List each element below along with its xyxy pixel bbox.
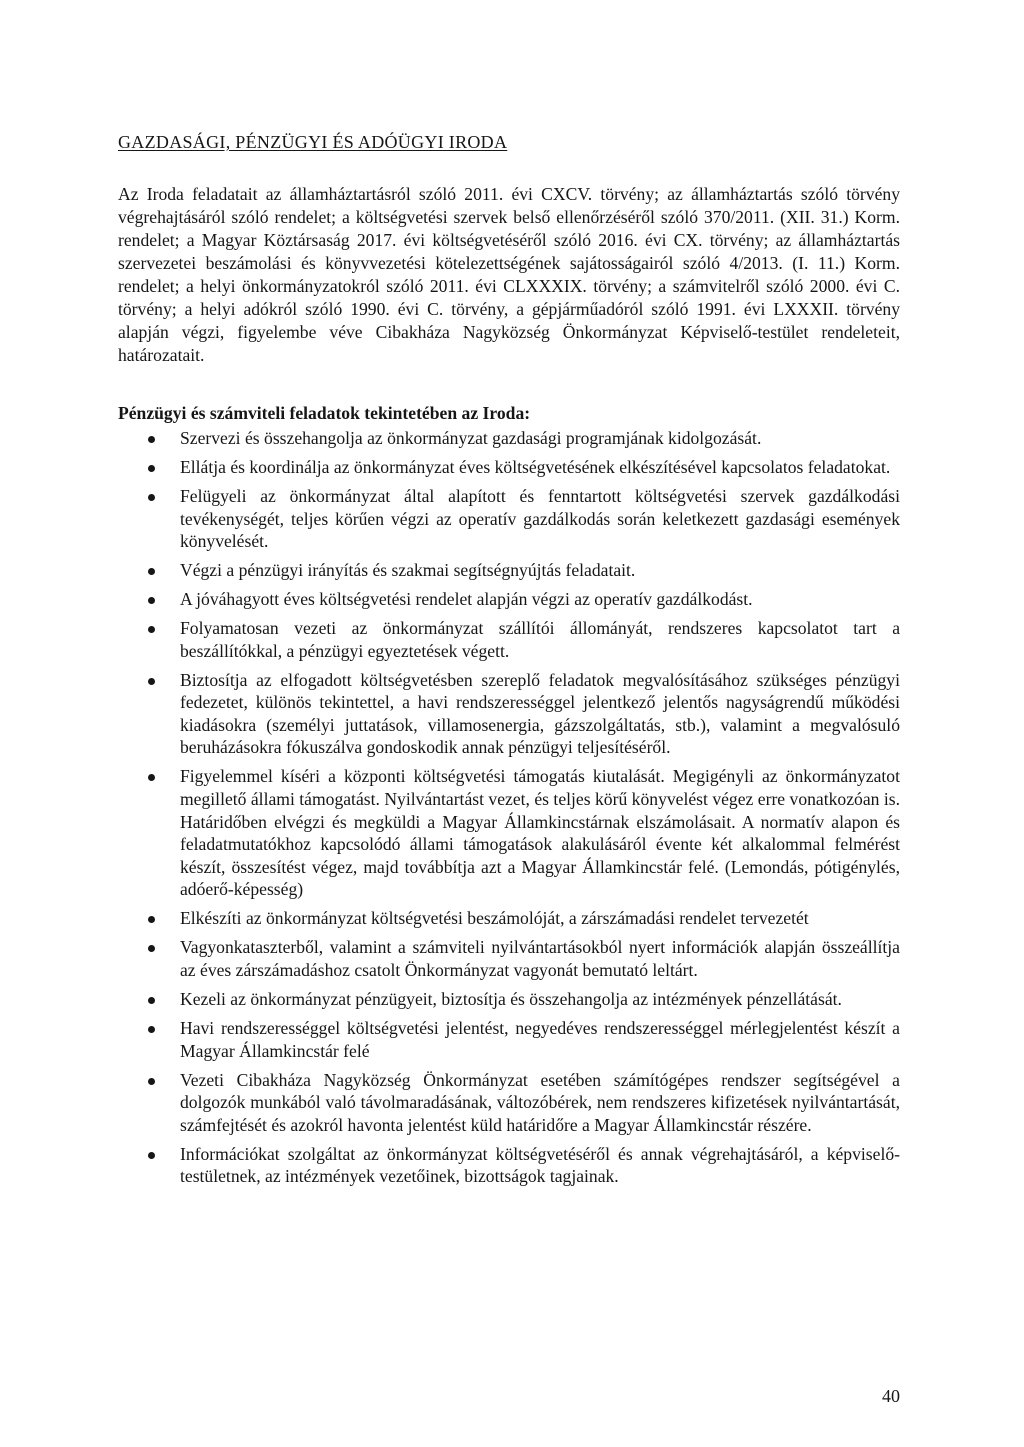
- bullet-icon: [148, 1026, 155, 1033]
- list-item: [118, 1017, 900, 1062]
- list-item-text: Havi rendszerességgel költségvetési jelentést, negyedéves rendszerességgel mérlegjelentést készít a Magyar Államkincstár felé: [180, 1017, 900, 1061]
- list-item-text: Biztosítja az elfogadott költségvetésben szereplő feladatok megvalósításához szükséges pénzügyi fedezetet, különös tekintettel, a havi rendszerességgel jelentkező jelentős nagyságrendű működési kiadásokra (személyi juttatások, villamosenergia, gázszolgáltatás, stb.), valamint a megvalósuló beruházásokra fókuszálva gondoskodik annak pénzügyi teljesítéséről.: [180, 669, 900, 758]
- list-item: [118, 1143, 900, 1188]
- bullet-icon: [148, 774, 155, 781]
- bullet-icon: [148, 436, 155, 443]
- list-item: [118, 617, 900, 662]
- list-item: [118, 907, 900, 930]
- bullet-icon: [148, 597, 155, 604]
- bullet-icon: [148, 945, 155, 952]
- list-item: [118, 669, 900, 759]
- list-item: [118, 1069, 900, 1137]
- list-item-text: Vagyonkataszterből, valamint a számviteli nyilvántartásokból nyert információk alapján összeállítja az éves zárszámadáshoz csatolt Önkormányzat vagyonát bemutató leltárt.: [180, 937, 900, 980]
- bullet-icon: [148, 494, 155, 501]
- list-item-text: Szervezi és összehangolja az önkormányzat gazdasági programjának kidolgozását.: [180, 428, 762, 448]
- bullet-icon: [148, 465, 155, 472]
- list-item-text: Kezeli az önkormányzat pénzügyeit, biztosítja és összehangolja az intézmények pénzellátását.: [180, 988, 842, 1009]
- bullet-icon: [148, 916, 155, 923]
- intro-paragraph: Az Iroda feladatait az államháztartásról szóló 2011. évi CXCV. törvény; az államháztartás szóló törvény végrehajtásáról szóló rendelet; a költségvetési szervek belső ellenőrzéséről szóló 370/2011. (XII. 31.) Korm. rendelet; a Magyar Köztársaság 2017. évi költségvetéséről szóló 2016. évi CX. törvény; az államháztartás szervezetei beszámolási és könyvvezetési kötelezettségének sajátosságairól szóló 4/2013. (I. 11.) Korm. rendelet; a helyi önkormányzatokról szóló 2011. évi CLXXXIX. törvény; a számvitelről szóló 2000. évi C. törvény; a helyi adókról szóló 1990. évi C. törvény, a gépjárműadóról szóló 1991. évi LXXXII. törvény alapján végzi, figyelembe véve Cibakháza Nagyközség Önkormányzat Képviselő-testület rendeleteit, határozatait.: [118, 184, 900, 365]
- list-item: [118, 427, 900, 450]
- bullet-icon: [148, 678, 155, 685]
- list-item-text: Végzi a pénzügyi irányítás és szakmai segítségnyújtás feladatait.: [180, 560, 636, 581]
- page-number: 40: [882, 1386, 900, 1406]
- task-list: [118, 427, 900, 1188]
- bullet-icon: [148, 1078, 155, 1085]
- bullet-icon: [148, 997, 155, 1004]
- list-item-text: Felügyeli az önkormányzat által alapított és fenntartott költségvetési szervek gazdálkodási tevékenységét, teljes körűen végzi az operatív gazdálkodás során keletkezett gazdasági események könyvelését.: [180, 485, 900, 552]
- list-item: [118, 559, 900, 582]
- list-item-text: Folyamatosan vezeti az önkormányzat szállítói állományát, rendszeres kapcsolatot tart a beszállítókkal, a pénzügyi egyeztetések végett.: [180, 618, 900, 661]
- list-item-text: Figyelemmel kíséri a központi költségvetési támogatás kiutalását. Megigényli az önkormányzatot megillető állami támogatást. Nyilvántartást vezet, és teljes körű könyvelést végez erre vonatkozóan is. Határidőben elvégzi és megküldi a Magyar Államkincstárnak elszámolásait. A normatív alapon és feladatmutatókhoz kapcsolódó állami támogatások alakulásáról évente két alkalommal felmérést készít, összesítést végez, majd továbbítja azt a Magyar Államkincstár felé. (Lemondás, pótigénylés, adóerő-képesség): [180, 766, 900, 900]
- list-item: [118, 588, 900, 611]
- tasks-subheading: Pénzügyi és számviteli feladatok tekintetében az Iroda:: [118, 403, 531, 423]
- list-item-text: Ellátja és koordinálja az önkormányzat éves költségvetésének elkészítésével kapcsolatos feladatokat.: [180, 456, 891, 477]
- document-page: [118, 130, 900, 1194]
- section-heading: GAZDASÁGI, PÉNZÜGYI ÉS ADÓÜGYI IRODA: [118, 132, 508, 152]
- list-item-text: A jóváhagyott éves költségvetési rendelet alapján végzi az operatív gazdálkodást.: [180, 589, 753, 610]
- list-item: [118, 936, 900, 981]
- list-item-text: Vezeti Cibakháza Nagyközség Önkormányzat esetében számítógépes rendszer segítségével a dolgozók munkából való távolmaradásának, változóbérek, nem rendszeres kifizetések nyilvántartását, számfejtését és azokról havonta jelentést küld határidőre a Magyar Államkincstár részére.: [180, 1069, 900, 1135]
- bullet-icon: [148, 626, 155, 633]
- bullet-icon: [148, 1152, 155, 1159]
- bullet-icon: [148, 568, 155, 575]
- list-item: [118, 988, 900, 1011]
- list-item: [118, 456, 900, 479]
- list-item-text: Elkészíti az önkormányzat költségvetési beszámolóját, a zárszámadási rendelet tervezetét: [180, 908, 809, 929]
- list-item-text: Információkat szolgáltat az önkormányzat költségvetéséről és annak végrehajtásáról, a képviselő-testületnek, az intézmények vezetőinek, bizottságok tagjainak.: [180, 1143, 900, 1187]
- list-item: [118, 485, 900, 553]
- list-item: [118, 765, 900, 901]
